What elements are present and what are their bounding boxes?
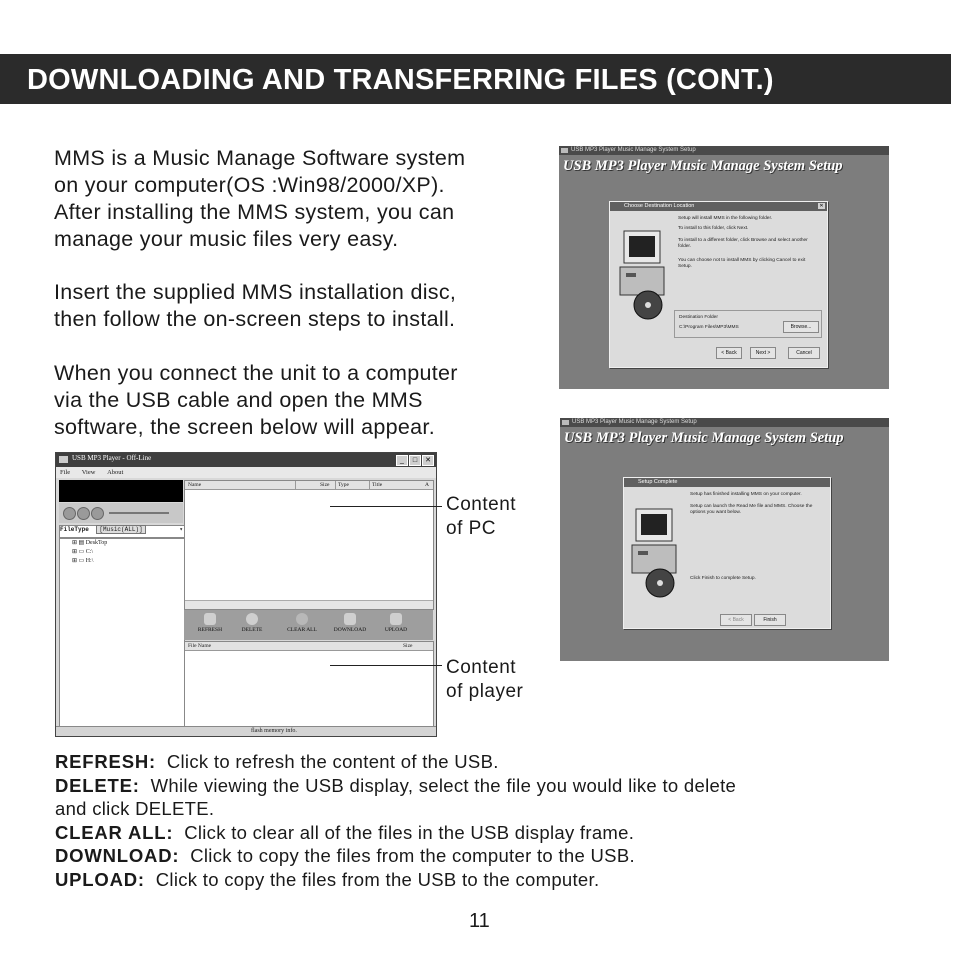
text-line: then follow the on-screen steps to install. bbox=[54, 307, 456, 331]
refresh-button[interactable] bbox=[188, 612, 232, 638]
intro-paragraph-1 bbox=[54, 145, 544, 253]
app-icon bbox=[561, 148, 568, 153]
download-label: DOWNLOAD bbox=[333, 627, 367, 633]
column-size[interactable]: Size bbox=[403, 643, 413, 649]
legend-term: UPLOAD: bbox=[55, 868, 145, 890]
legend-refresh bbox=[55, 750, 925, 774]
setup-screenshot-complete bbox=[560, 418, 889, 661]
legend-desc: Click to copy the files from the computer to the USB. bbox=[190, 845, 635, 866]
dialog-line: To install to this folder, click Next. bbox=[678, 226, 749, 231]
column-a[interactable]: A bbox=[425, 482, 429, 488]
legend-desc: Click to copy the files from the USB to the computer. bbox=[155, 868, 600, 890]
tree-label: C:\ bbox=[85, 549, 94, 555]
text-line: software, the screen below will appear. bbox=[54, 415, 435, 439]
upload-icon bbox=[390, 613, 402, 625]
column-file-name[interactable]: File Name bbox=[188, 643, 212, 649]
legend-term: CLEAR ALL: bbox=[55, 821, 174, 843]
play-icon[interactable] bbox=[63, 507, 76, 520]
menu-file[interactable]: File bbox=[60, 469, 71, 476]
dialog-line: Setup can launch the Read Me file and MMS. Choose the options you want below. bbox=[690, 504, 813, 515]
maximize-icon[interactable]: □ bbox=[409, 455, 421, 466]
next-button[interactable]: Next > bbox=[750, 347, 776, 359]
text-line: on your computer(OS :Win98/2000/XP). bbox=[54, 173, 445, 197]
setup-heading: USB MP3 Player Music Manage System Setup bbox=[563, 158, 843, 174]
legend-desc: While viewing the USB display, select the file you would like to delete bbox=[150, 774, 737, 796]
delete-button[interactable] bbox=[230, 612, 274, 638]
tree-item-c-drive[interactable]: ⊞ ▭ C:\ bbox=[72, 549, 94, 555]
cancel-button[interactable]: Cancel bbox=[788, 347, 820, 359]
legend-term: REFRESH: bbox=[55, 751, 156, 772]
tree-item-desktop[interactable]: ⊞ ▤ DeskTop bbox=[72, 540, 108, 546]
legend-delete bbox=[55, 774, 925, 798]
dialog-line: You can choose not to install MMS by clicking Cancel to exit Setup. bbox=[678, 258, 806, 269]
stop-icon[interactable] bbox=[77, 507, 90, 520]
intro-paragraph-2 bbox=[54, 279, 544, 333]
back-button[interactable]: < Back bbox=[720, 614, 752, 626]
transfer-toolbar bbox=[184, 610, 433, 640]
pc-content-pane bbox=[184, 480, 434, 610]
text-line: MMS is a Music Manage Software system bbox=[54, 146, 466, 170]
back-button[interactable]: < Back bbox=[716, 347, 742, 359]
memory-info: flash memory info. bbox=[251, 728, 297, 734]
horizontal-scrollbar[interactable] bbox=[185, 600, 433, 609]
computer-disc-icon bbox=[618, 227, 674, 322]
menu-about[interactable]: About bbox=[107, 469, 124, 476]
legend-desc: and click DELETE. bbox=[55, 798, 215, 819]
callout-content-pc bbox=[446, 493, 516, 541]
callout-leader-player bbox=[330, 665, 442, 666]
upload-button[interactable] bbox=[374, 612, 418, 638]
tree-item-h-drive[interactable]: ⊞ ▭ H:\ bbox=[72, 558, 94, 564]
menu-bar bbox=[56, 467, 436, 478]
refresh-icon bbox=[204, 613, 216, 625]
tree-label: DeskTop bbox=[85, 540, 108, 546]
filetype-label: FileType bbox=[60, 526, 89, 533]
setup-titlebar bbox=[559, 146, 889, 155]
finish-button[interactable]: Finish bbox=[754, 614, 786, 626]
minimize-icon[interactable]: _ bbox=[396, 455, 408, 466]
legend-term: DOWNLOAD: bbox=[55, 845, 180, 866]
clear-all-icon bbox=[296, 613, 308, 625]
delete-icon bbox=[246, 613, 258, 625]
app-icon bbox=[59, 456, 68, 463]
dialog-title: Choose Destination Location bbox=[610, 202, 827, 211]
button-legend bbox=[55, 750, 925, 891]
text-line: via the USB cable and open the MMS bbox=[54, 388, 423, 412]
player-column-header bbox=[185, 642, 433, 651]
legend-clear-all bbox=[55, 821, 925, 845]
filetype-row bbox=[59, 525, 185, 538]
legend-delete-cont bbox=[55, 797, 925, 821]
tree-label: H:\ bbox=[85, 558, 94, 564]
menu-view[interactable]: View bbox=[81, 469, 96, 476]
destination-label: Destination Folder bbox=[679, 315, 718, 320]
folder-tree bbox=[59, 538, 185, 733]
close-icon[interactable]: ✕ bbox=[819, 203, 824, 209]
mms-titlebar bbox=[56, 453, 436, 467]
clear-all-label: CLEAR ALL bbox=[287, 627, 317, 633]
column-size[interactable]: Size bbox=[295, 481, 329, 489]
legend-desc: Click to clear all of the files in the USB display frame. bbox=[184, 821, 635, 843]
setup-complete-dialog bbox=[623, 477, 831, 629]
filetype-select[interactable]: [Music(ALL)] bbox=[96, 525, 145, 534]
page-number: 11 bbox=[469, 910, 490, 932]
destination-dialog bbox=[609, 201, 828, 368]
setup-window-title: USB MP3 Player Music Manage System Setup bbox=[571, 147, 696, 153]
section-banner bbox=[0, 54, 951, 104]
upload-label: UPLOAD bbox=[384, 627, 408, 633]
dialog-title: Setup Complete bbox=[624, 478, 830, 487]
legend-download bbox=[55, 844, 925, 868]
text-line: After installing the MMS system, you can bbox=[54, 200, 455, 224]
text-line: manage your music files very easy. bbox=[54, 227, 399, 251]
intro-paragraph-3 bbox=[54, 360, 544, 441]
callout-content-player bbox=[446, 656, 523, 704]
destination-path: C:\Program Files\MP3\MMS bbox=[679, 325, 739, 330]
player-display bbox=[59, 480, 183, 502]
dialog-line: Click Finish to complete Setup. bbox=[690, 576, 756, 581]
player-content-pane bbox=[184, 641, 434, 727]
setup-screenshot-destination bbox=[559, 146, 889, 389]
column-title[interactable]: Title bbox=[369, 481, 382, 489]
delete-label: DELETE bbox=[241, 627, 263, 633]
callout-line: of player bbox=[446, 681, 524, 702]
legend-upload bbox=[55, 868, 925, 892]
browse-button[interactable]: Browse... bbox=[783, 321, 819, 333]
download-button[interactable] bbox=[328, 612, 372, 638]
column-type[interactable]: Type bbox=[335, 481, 349, 489]
mms-window bbox=[55, 452, 437, 737]
close-icon[interactable]: ✕ bbox=[422, 455, 434, 466]
setup-heading: USB MP3 Player Music Manage System Setup bbox=[564, 430, 844, 446]
chevron-down-icon[interactable]: ▾ bbox=[179, 526, 183, 533]
callout-leader-pc bbox=[330, 506, 442, 507]
setup-titlebar bbox=[560, 418, 889, 427]
setup-window-title: USB MP3 Player Music Manage System Setup bbox=[572, 419, 697, 425]
destination-frame bbox=[674, 310, 822, 338]
legend-desc: Click to refresh the content of the USB. bbox=[166, 751, 499, 772]
dialog-line: To install to a different folder, click Browse and select another folder. bbox=[678, 238, 808, 249]
download-icon bbox=[344, 613, 356, 625]
computer-disc-icon bbox=[630, 505, 686, 600]
page-title: DOWNLOADING AND TRANSFERRING FILES (CONT.) bbox=[27, 64, 774, 96]
refresh-label: REFRESH bbox=[197, 627, 223, 633]
column-name[interactable]: Name bbox=[188, 482, 202, 488]
clear-all-button[interactable] bbox=[280, 612, 324, 638]
callout-line: Content bbox=[446, 657, 517, 678]
pc-column-header bbox=[185, 481, 433, 490]
mms-window-title: USB MP3 Player - Off-Line bbox=[72, 454, 152, 462]
dialog-line: Setup has finished installing MMS on your computer. bbox=[690, 492, 802, 497]
text-line: Insert the supplied MMS installation disc, bbox=[54, 280, 457, 304]
status-bar bbox=[56, 726, 436, 736]
player-controls bbox=[59, 503, 183, 523]
callout-line: Content bbox=[446, 494, 517, 515]
app-icon bbox=[562, 420, 569, 425]
legend-term: DELETE: bbox=[55, 774, 140, 796]
text-line: When you connect the unit to a computer bbox=[54, 361, 458, 385]
dialog-line: Setup will install MMS in the following folder. bbox=[678, 216, 773, 221]
callout-line: of PC bbox=[446, 518, 497, 539]
previous-icon[interactable] bbox=[91, 507, 104, 520]
volume-slider[interactable] bbox=[109, 512, 169, 514]
